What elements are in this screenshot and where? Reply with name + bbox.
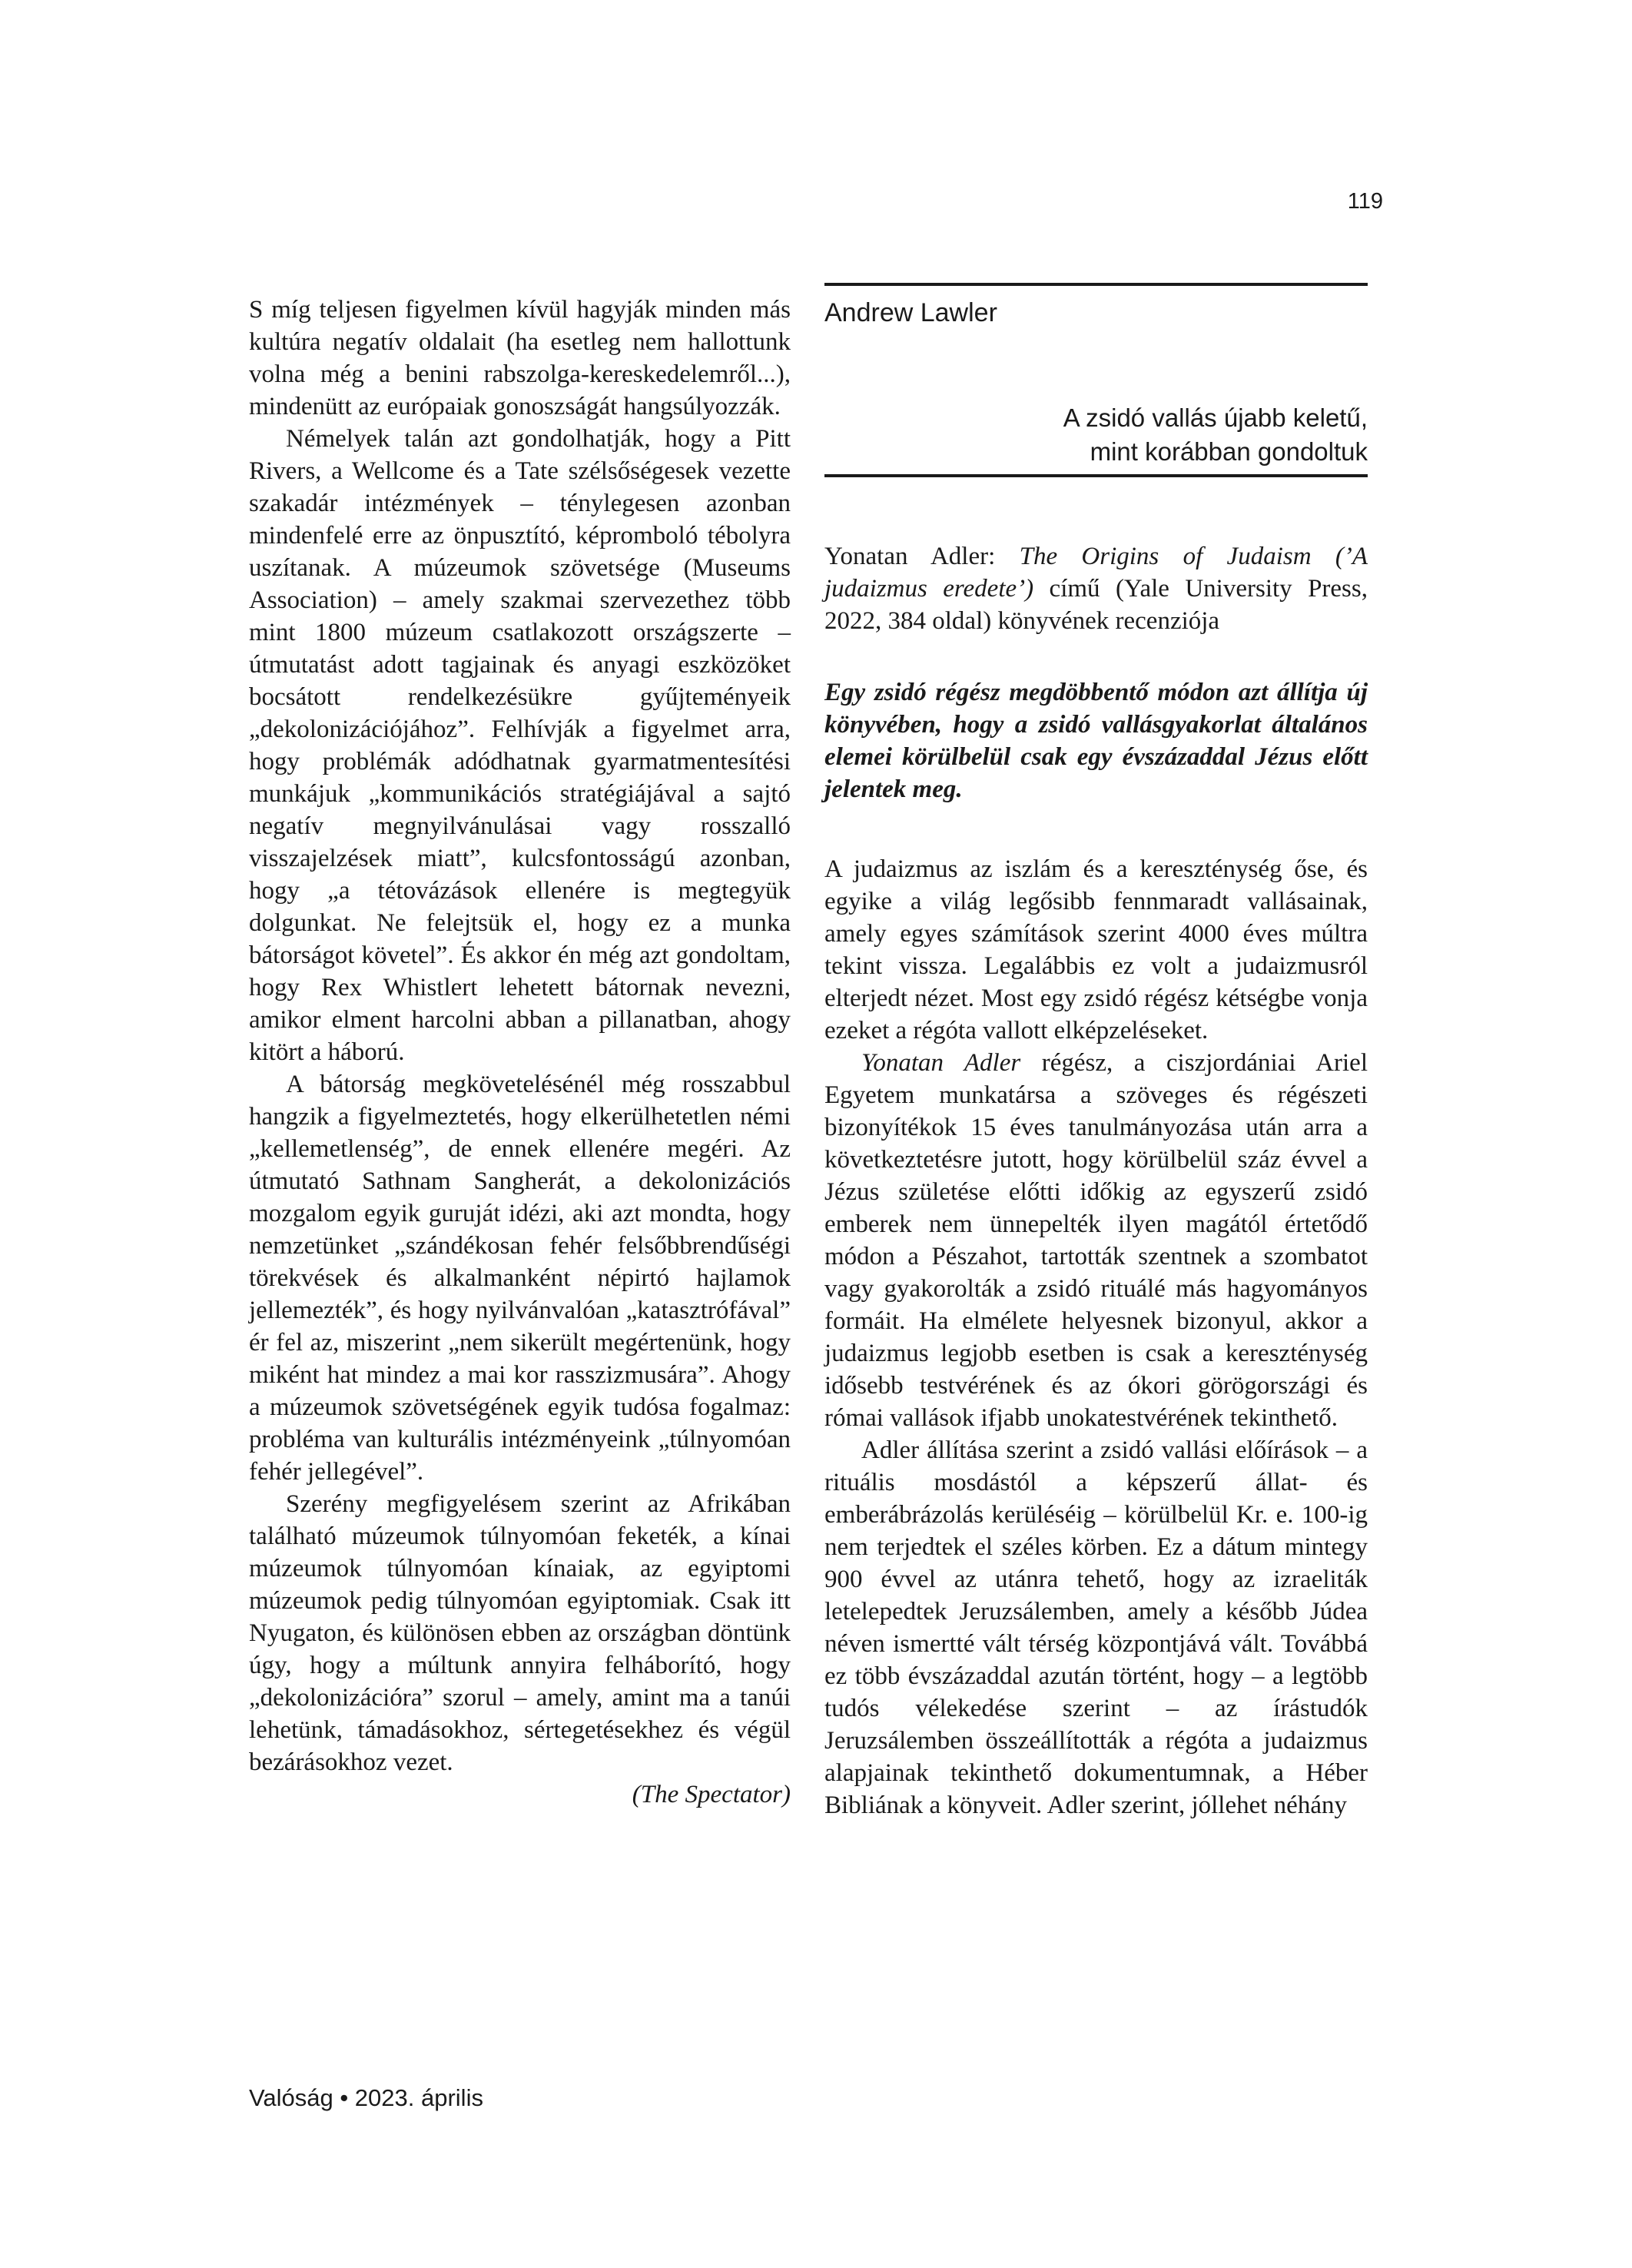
book-reference [824,540,1368,637]
page-number: 119 [1347,189,1383,214]
right-paragraph-2-name: Yonatan Adler [861,1049,1021,1077]
article-title-line-2: mint korábban gondoltuk [1090,437,1368,466]
left-paragraph-3: A bátorság megkövetelésénél még rosszabbul hangzik a figyelmeztetés, hogy elkerülhetetlen némi „kellemetlenség”, de ennek ellenére megéri. Az útmutató Sathnam Sangherát, a dekolonizációs mozgalom egyik guruját idézi, aki azt mondta, hogy nemzetünket „szándékosan fehér felsőbbrendűségi törekvések és alkalmanként népirtó hajlamok jellemezték”, és hogy nyilvánvalóan „katasztrófával” ér fel az, miszerint „nem sikerült megértenünk, hogy miként hat mindez a mai kor rasszizmusára”. Ahogy a múzeumok szövetségének egyik tudósa fogalmaz: probléma van kulturális intézményeink „túlnyomóan fehér jellegével”. [249,1071,791,1486]
left-paragraph-4: Szerény megfigyelésem szerint az Afrikában található múzeumok túlnyomóan feketék, a kínai múzeumok túlnyomóan kínaiak, az egyiptomi múzeumok pedig túlnyomóan egyiptomiak. Csak itt Nyugaton, és különösen ebben az országban döntünk úgy, hogy a múltunk annyira felháborító, hogy „dekolonizációra” szorul – amely, amint ma a tanúi lehetünk, támadásokhoz, sértegetésekhez és végül bezárásokhoz vezet. [249,1490,791,1776]
header-rule-top [824,283,1368,286]
right-paragraph-2-text: régész, a ciszjordániai Ariel Egyetem munkatársa a szöveges és régészeti bizonyítékok 15 éves tanulmányozása után arra a következtetésre jutott, hogy körülbelül száz évvel a Jézus születése előtti időkig az egyszerű zsidó emberek nem ünnepelték ilyen magától értetődő módon a Pészahot, tartották szentnek a szombatot vagy gyakorolták a zsidó rituálé más hagyományos formáit. Ha elmélete helyesnek bizonyul, akkor a judaizmus legjobb esetben is csak a kereszténység idősebb testvérének és az ókori görögországi és római vallások ifjabb unokatestvérének tekinthető. [824,1049,1368,1432]
article-author: Andrew Lawler [824,298,997,327]
left-paragraph-2: Némelyek talán azt gondolhatják, hogy a Pitt Rivers, a Wellcome és a Tate szélsőségesek vezette szakadár intézmények – ténylegesen azonban mindenfelé erre az önpusztító, képromboló tébolyra uszítanak. A múzeumok szövetsége (Museums Association) – amely szakmai szervezethez több mint 1800 múzeum csatlakozott országszerte – útmutatást adott tagjainak és anyagi eszközöket bocsátott rendelkezésükre gyűjteményeik „dekolonizációjához”. Felhívják a figyelmet arra, hogy problémák adódhatnak gyarmatmentesítési munkájuk „kommunikációs stratégiájával a sajtó negatív megnyilvánulásai vagy rosszalló visszajelzések miatt”, kulcsfontosságú azonban, hogy „a tétovázások ellenére is megtegyük dolgunkat. Ne felejtsük el, hogy ez a munka bátorságot követel”. És akkor én még azt gondoltam, hogy Rex Whistlert lehetett bátornak nevezni, amikor elment harcolni abban a pillanatban, ahogy kitört a háború. [249,425,791,1066]
book-ref-prefix: Yonatan Adler: [824,543,1020,570]
source-attribution: (The Spectator) [632,1781,791,1808]
left-paragraph-1: S míg teljesen figyelmen kívül hagyják minden más kultúra negatív oldalait (ha esetleg nem hallottunk volna még a benini rabszolga-kereskedelemről...), mindenütt az európaiak gonoszságát hangsúlyozzák. [249,296,791,420]
book-ref-title: The Origins of Judaism (’A judaizmus eredete’) [824,543,1368,603]
right-paragraph-1: A judaizmus az iszlám és a kereszténység őse, és egyike a világ legősibb fennmaradt vallásainak, amely egyes számítások szerint 4000 éves múltra tekint vissza. Legalábbis ez volt a judaizmusról elterjedt nézet. Most egy zsidó régész kétségbe vonja ezeket a régóta vallott elképzeléseket. [824,855,1368,1044]
left-column [249,294,791,1811]
book-ref-suffix: című (Yale University Press, 2022, 384 oldal) könyvének recenziója [824,575,1368,635]
header-rule-bottom [824,474,1368,477]
article-lead: Egy zsidó régész megdöbbentő módon azt állítja új könyvében, hogy a zsidó vallásgyakorlat általános elemei körülbelül csak egy évszázaddal Jézus előtt jelentek meg. [824,679,1368,803]
article-title-line-1: A zsidó vallás újabb keletű, [1063,403,1368,432]
article-title [824,401,1368,469]
right-column-body [824,853,1368,1821]
right-paragraph-2 [824,1047,1368,1434]
footer-journal: Valóság • 2023. április [249,2084,483,2111]
right-paragraph-3: Adler állítása szerint a zsidó vallási előírások – a rituális mosdástól a képszerű állat- és emberábrázolás kerüléséig – körülbelül Kr. e. 100-ig nem terjedtek el széles körben. Ez a dátum mintegy 900 évvel az utánra tehető, hogy az izraeliták letelepedtek Jeruzsálemben, amely a később Júdea néven ismertté vált térség központjává vált. Továbbá ez több évszázaddal azután történt, hogy – a legtöbb tudós vélekedése szerint – az írástudók Jeruzsálemben összeállították a régóta a judaizmus alapjainak tekinthető dokumentumnak, a Héber Bibliának a könyveit. Adler szerint, jóllehet néhány [824,1436,1368,1819]
